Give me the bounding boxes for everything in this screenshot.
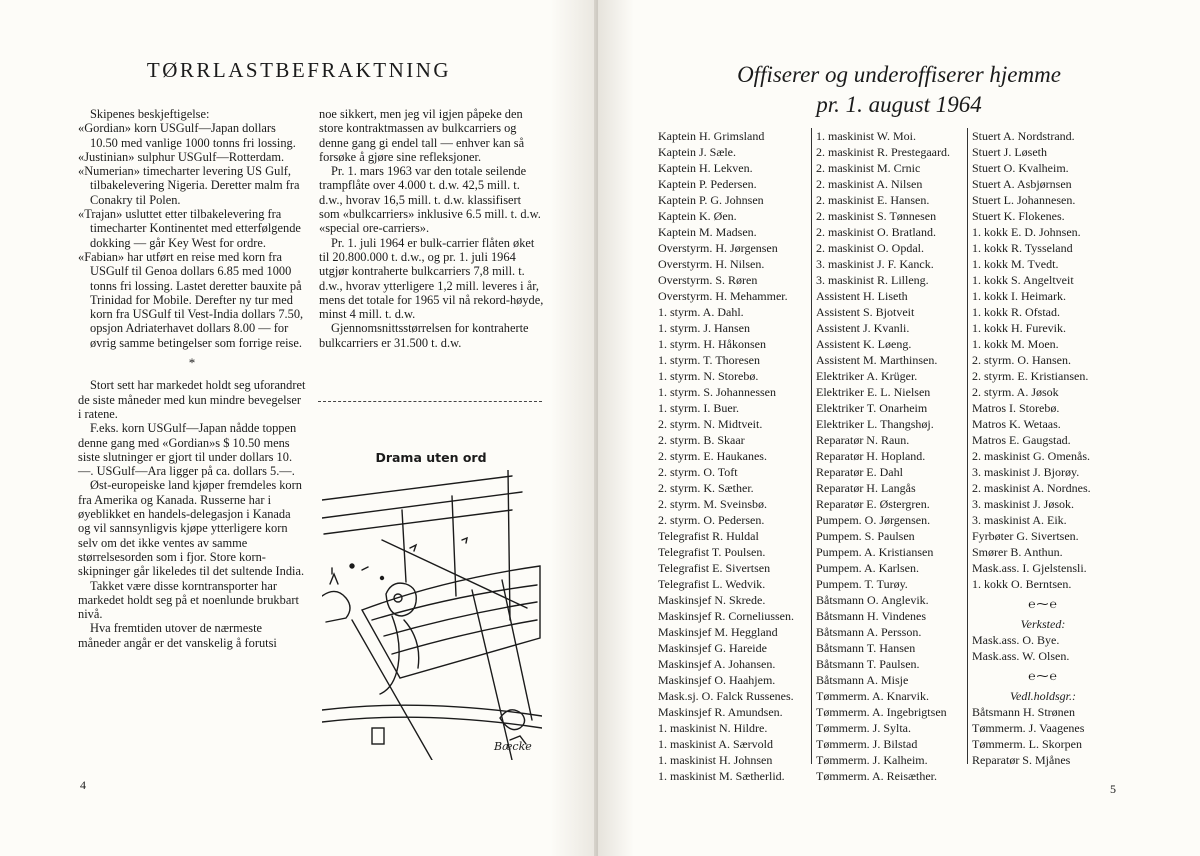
roster-column-2 bbox=[816, 128, 968, 784]
roster-entry: 2. styrm. N. Midtveit. bbox=[658, 417, 763, 431]
roster-entry: Tømmerm. L. Skorpen bbox=[972, 737, 1082, 751]
paragraph: noe sikkert, men jeg vil igjen påpeke den store kontraktmassen av bulkcarriers og denne gang gi endel tall — enhver kan så forsøke å gjøre sine refleksjoner. bbox=[319, 107, 525, 164]
roster-entry: Stuert A. Nordstrand. bbox=[972, 129, 1075, 143]
right-page-number: 5 bbox=[1110, 782, 1116, 796]
cartoon-title: Drama uten ord bbox=[375, 450, 487, 465]
roster-entry: 1. maskinist W. Moi. bbox=[816, 129, 917, 143]
roster-entry: Overstyrm. S. Røren bbox=[658, 273, 758, 287]
column-rule bbox=[967, 128, 968, 764]
ship-item: «Justinian» sulphur USGulf—Rotterdam. bbox=[78, 149, 285, 164]
right-page-title: Offiserer og underoffiserer hjemme bbox=[737, 62, 1061, 87]
roster-entry: 2. maskinist E. Hansen. bbox=[816, 193, 930, 207]
roster-entry: Elektriker T. Onarheim bbox=[816, 401, 928, 415]
intro-line: Skipenes beskjeftigelse: bbox=[90, 107, 210, 121]
roster-entry: Båtsmann A. Misje bbox=[816, 673, 909, 687]
roster-entry: Båtsmann H. Vindenes bbox=[816, 609, 927, 623]
roster-entry: 1. kokk M. Moen. bbox=[972, 337, 1059, 351]
roster-entry: Elektriker A. Krüger. bbox=[816, 369, 918, 383]
roster-entry: Matros K. Wetaas. bbox=[972, 417, 1061, 431]
roster-list bbox=[972, 128, 1114, 592]
left-column-2 bbox=[319, 107, 544, 350]
verksted-heading: Verksted: bbox=[1020, 617, 1066, 631]
left-page-title: TØRRLASTBEFRAKTNING bbox=[146, 58, 452, 82]
roster-entry: 3. maskinist J. Jøsok. bbox=[972, 497, 1075, 511]
roster-entry: Assistent J. Kvanli. bbox=[816, 321, 910, 335]
roster-entry: Maskinsjef R. Amundsen. bbox=[658, 705, 783, 719]
roster-entry: 1. maskinist M. Sætherlid. bbox=[658, 769, 785, 783]
roster-entry: Stuert O. Kvalheim. bbox=[972, 161, 1069, 175]
vedlikehold-list bbox=[972, 704, 1114, 768]
verksted-list bbox=[972, 632, 1114, 664]
roster-entry: Pumpem. O. Jørgensen. bbox=[816, 513, 931, 527]
ship-item: «Fabian» har utført en reise med korn fra USGulf til Genoa dollars 6.85 med 1000 tonns fri lossing. Lastet deretter bauxite på Trinidad for Mobile. Derefter ny tur med korn fra USGulf til Vest-India dollars 7.50, opsjon Adriaterhavet dollars 8.00 — for øvrig samme betingelser som forrige reise. bbox=[78, 249, 304, 350]
roster-entry: 1. kokk O. Berntsen. bbox=[972, 577, 1072, 591]
roster-entry: Maskinsjef A. Johansen. bbox=[658, 657, 776, 671]
roster-entry: 1. kokk R. Tysseland bbox=[972, 241, 1073, 255]
roster-entry: 2. maskinist A. Nilsen bbox=[816, 177, 923, 191]
roster-entry: 1. kokk H. Furevik. bbox=[972, 321, 1066, 335]
roster-entry: Kaptein P. Pedersen. bbox=[658, 177, 757, 191]
roster-entry: Assistent H. Liseth bbox=[816, 289, 908, 303]
roster-entry: Reparatør H. Langås bbox=[816, 481, 916, 495]
left-page-number: 4 bbox=[80, 778, 86, 792]
roster-entry: 1. styrm. T. Thoresen bbox=[658, 353, 760, 367]
roster-entry: 2. styrm. O. Hansen. bbox=[972, 353, 1071, 367]
roster-entry: Båtsmann H. Strønen bbox=[972, 705, 1075, 719]
roster-entry: 1. kokk R. Ofstad. bbox=[972, 305, 1060, 319]
cartoon-signature: Bæcke bbox=[494, 740, 532, 753]
roster-entry: Båtsmann A. Persson. bbox=[816, 625, 922, 639]
roster-entry: Mask.ass. O. Bye. bbox=[972, 633, 1060, 647]
paragraph: Takket være disse korntransporter har markedet holdt seg på et noenlunde brukbart nivå. bbox=[78, 578, 299, 622]
roster-entry: Overstyrm. H. Nilsen. bbox=[658, 257, 765, 271]
roster-entry: 2. styrm. M. Sveinsbø. bbox=[658, 497, 768, 511]
column-divider bbox=[318, 401, 542, 402]
roster-entry: Maskinsjef N. Skrede. bbox=[658, 593, 766, 607]
roster-entry: 1. styrm. J. Hansen bbox=[658, 321, 750, 335]
cartoon-illustration bbox=[322, 470, 542, 760]
roster-entry: 2. styrm. K. Sæther. bbox=[658, 481, 754, 495]
roster-entry: 1. styrm. I. Buer. bbox=[658, 401, 739, 415]
ship-item: «Trajan» usluttet etter tilbakelevering fra timecharter Kontinentet med etterfølgende dokking — går Key West for ordre. bbox=[78, 207, 301, 250]
ornament: ℮⁓℮ bbox=[1028, 669, 1058, 683]
roster-entry: Mask.ass. W. Olsen. bbox=[972, 649, 1070, 663]
roster-column-1 bbox=[658, 128, 810, 784]
roster-column-3 bbox=[972, 128, 1114, 768]
roster-entry: Fyrbøter G. Sivertsen. bbox=[972, 529, 1079, 543]
roster-entry: 1. kokk M. Tvedt. bbox=[972, 257, 1059, 271]
right-page bbox=[598, 0, 1200, 856]
roster-entry: 1. maskinist N. Hildre. bbox=[658, 721, 768, 735]
left-page bbox=[0, 0, 598, 856]
roster-entry: 2. styrm. E. Kristiansen. bbox=[972, 369, 1089, 383]
roster-entry: 3. maskinist A. Eik. bbox=[972, 513, 1067, 527]
vedlikehold-heading: Vedl.holdsgr.: bbox=[1010, 689, 1076, 703]
roster-entry: Pumpem. T. Turøy. bbox=[816, 577, 908, 591]
roster-entry: 1. styrm. N. Storebø. bbox=[658, 369, 759, 383]
roster-entry: Overstyrm. H. Mehammer. bbox=[658, 289, 788, 303]
roster-entry: 2. styrm. A. Jøsok bbox=[972, 385, 1059, 399]
roster-entry: 2. styrm. B. Skaar bbox=[658, 433, 745, 447]
left-column-1 bbox=[78, 107, 306, 650]
roster-entry: Overstyrm. H. Jørgensen bbox=[658, 241, 778, 255]
roster-entry: Kaptein K. Øen. bbox=[658, 209, 737, 223]
roster-entry: 2. maskinist S. Tønnesen bbox=[816, 209, 937, 223]
star-separator: * bbox=[188, 355, 196, 371]
paragraph: Øst-europeiske land kjøper fremdeles korn fra Amerika og Kanada. Russerne har i øyeblikket en handels-delegasjon i Kanada og vil sannsynligvis kjøpe ytterligere korn selv om det ikke ventes av samme størrelsesorden som i fjor. Store korn-skipninger går likeledes til det sultende India. bbox=[78, 478, 305, 579]
roster-entry: 3. maskinist R. Lilleng. bbox=[816, 273, 929, 287]
roster-entry: Pumpem. A. Kristiansen bbox=[816, 545, 934, 559]
roster-entry: Maskinsjef M. Heggland bbox=[658, 625, 778, 639]
roster-entry: 1. maskinist A. Særvold bbox=[658, 737, 774, 751]
roster-entry: Båtsmann O. Anglevik. bbox=[816, 593, 929, 607]
roster-entry: Mask.ass. I. Gjelstensli. bbox=[972, 561, 1087, 575]
roster-entry: Pumpem. A. Karlsen. bbox=[816, 561, 919, 575]
roster-entry: Reparatør H. Hopland. bbox=[816, 449, 926, 463]
roster-entry: Kaptein P. G. Johnsen bbox=[658, 193, 764, 207]
roster-entry: 1. styrm. H. Håkonsen bbox=[658, 337, 766, 351]
roster-entry: Kaptein H. Lekven. bbox=[658, 161, 753, 175]
paragraph: Pr. 1. juli 1964 er bulk-carrier flåten øket til 20.800.000 t. d.w., og pr. 1. juli 1964 utgjør kontraherte bulkcarriers 7,8 mill. t. d.w., hvorav ytterligere 1,2 mill. leveres i år, mens det totale for 1965 vil nå rekord-høyde, minst 4 mill. t. d.w. bbox=[319, 235, 544, 322]
paragraph: F.eks. korn USGulf—Japan nådde toppen denne gang med «Gordian»s $ 10.50 mens siste slutninger er gjort til under dollars 10.—. USGulf—Ara ligger på ca. dollars 5.—. bbox=[78, 421, 297, 479]
roster-entry: 1. styrm. A. Dahl. bbox=[658, 305, 744, 319]
roster-entry: Telegrafist R. Huldal bbox=[658, 529, 759, 543]
roster-entry: Båtsmann T. Paulsen. bbox=[816, 657, 920, 671]
roster-entry: 2. maskinist A. Nordnes. bbox=[972, 481, 1091, 495]
paragraph: Stort sett har markedet holdt seg uforandret de siste måneder med kun mindre bevegelser i ratene. bbox=[78, 378, 306, 421]
roster-entry: Maskinsjef G. Hareide bbox=[658, 641, 767, 655]
roster-entry: Pumpem. S. Paulsen bbox=[816, 529, 915, 543]
roster-entry: 1. kokk E. D. Johnsen. bbox=[972, 225, 1081, 239]
roster-entry: 3. maskinist J. F. Kanck. bbox=[816, 257, 934, 271]
roster-entry: Tømmerm. J. Bilstad bbox=[816, 737, 918, 751]
roster-entry: Reparatør E. Østergren. bbox=[816, 497, 930, 511]
roster-entry: Stuert K. Flokenes. bbox=[972, 209, 1065, 223]
roster-entry: Matros E. Gaugstad. bbox=[972, 433, 1071, 447]
roster-entry: Smører B. Anthun. bbox=[972, 545, 1063, 559]
roster-entry: 1. kokk S. Angeltveit bbox=[972, 273, 1074, 287]
roster-entry: 2. maskinist M. Crnic bbox=[816, 161, 921, 175]
roster-entry: Tømmerm. J. Kalheim. bbox=[816, 753, 928, 767]
roster-entry: Kaptein H. Grimsland bbox=[658, 129, 765, 143]
roster-entry: Telegrafist T. Poulsen. bbox=[658, 545, 766, 559]
roster-entry: Tømmerm. A. Knarvik. bbox=[816, 689, 929, 703]
roster-entry: Reparatør N. Raun. bbox=[816, 433, 910, 447]
roster-entry: 2. maskinist R. Prestegaard. bbox=[816, 145, 950, 159]
roster-entry: Elektriker L. Thangshøj. bbox=[816, 417, 934, 431]
roster-entry: Tømmerm. A. Reisæther. bbox=[816, 769, 937, 783]
roster-entry: Kaptein J. Sæle. bbox=[658, 145, 736, 159]
roster-entry: 2. styrm. O. Toft bbox=[658, 465, 738, 479]
roster-entry: Telegrafist E. Sivertsen bbox=[658, 561, 771, 575]
roster-entry: Telegrafist L. Wedvik. bbox=[658, 577, 766, 591]
roster-entry: 1. styrm. S. Johannessen bbox=[658, 385, 776, 399]
roster-entry: Tømmerm. J. Sylta. bbox=[816, 721, 911, 735]
roster-entry: Tømmerm. A. Ingebrigtsen bbox=[816, 705, 947, 719]
roster-entry: 2. styrm. O. Pedersen. bbox=[658, 513, 765, 527]
roster-entry: Maskinsjef R. Corneliussen. bbox=[658, 609, 794, 623]
ship-item: «Numerian» timecharter levering US Gulf, tilbakelevering Nigeria. Deretter malm fra Conakry til Polen. bbox=[78, 164, 300, 207]
ornament: ℮⁓℮ bbox=[1028, 597, 1058, 611]
roster-entry: 2. maskinist O. Bratland. bbox=[816, 225, 936, 239]
roster-entry: 3. maskinist J. Bjorøy. bbox=[972, 465, 1080, 479]
roster-entry: Assistent M. Marthinsen. bbox=[816, 353, 938, 367]
roster-entry: Reparatør S. Mjånes bbox=[972, 753, 1071, 767]
ship-item: «Gordian» korn USGulf—Japan dollars 10.50 med vanlige 1000 tonns fri lossing. bbox=[78, 121, 296, 150]
roster-entry: Assistent S. Bjotveit bbox=[816, 305, 915, 319]
roster-entry: Reparatør E. Dahl bbox=[816, 465, 903, 479]
roster-entry: Maskinsjef O. Haahjem. bbox=[658, 673, 776, 687]
roster-entry: Assistent K. Løeng. bbox=[816, 337, 912, 351]
right-page-subtitle: pr. 1. august 1964 bbox=[816, 92, 982, 117]
roster-entry: Matros I. Storebø. bbox=[972, 401, 1060, 415]
roster-entry: 2. styrm. E. Haukanes. bbox=[658, 449, 767, 463]
roster-entry: Stuert J. Løseth bbox=[972, 145, 1047, 159]
roster-entry: Båtsmann T. Hansen bbox=[816, 641, 916, 655]
roster-entry: Kaptein M. Madsen. bbox=[658, 225, 757, 239]
roster-entry: 2. maskinist G. Omenås. bbox=[972, 449, 1090, 463]
roster-entry: 2. maskinist O. Opdal. bbox=[816, 241, 924, 255]
roster-entry: 1. maskinist H. Johnsen bbox=[658, 753, 773, 767]
column-rule bbox=[811, 128, 812, 764]
roster-entry: Stuert A. Asbjørnsen bbox=[972, 177, 1072, 191]
roster-entry: Tømmerm. J. Vaagenes bbox=[972, 721, 1085, 735]
paragraph: Gjennomsnittsstørrelsen for kontraherte bulkcarriers er 31.500 t. d.w. bbox=[319, 321, 529, 350]
roster-entry: 1. kokk I. Heimark. bbox=[972, 289, 1066, 303]
roster-entry: Stuert L. Johannesen. bbox=[972, 193, 1076, 207]
paragraph: Pr. 1. mars 1963 var den totale seilende trampflåte over 4.000 t. d.w. 42,5 mill. t. d.w., hvorav 16,5 mill. t. d.w. klassifisert som «bulkcarriers» inklusive 6.5 mill. t. d.w. «special ore-carriers». bbox=[319, 164, 541, 236]
paragraph: Hva fremtiden utover de nærmeste måneder angår er det vanskelig å forutsi bbox=[78, 621, 277, 650]
roster-entry: Elektriker E. L. Nielsen bbox=[816, 385, 931, 399]
roster-entry: Mask.sj. O. Falck Russenes. bbox=[658, 689, 794, 703]
